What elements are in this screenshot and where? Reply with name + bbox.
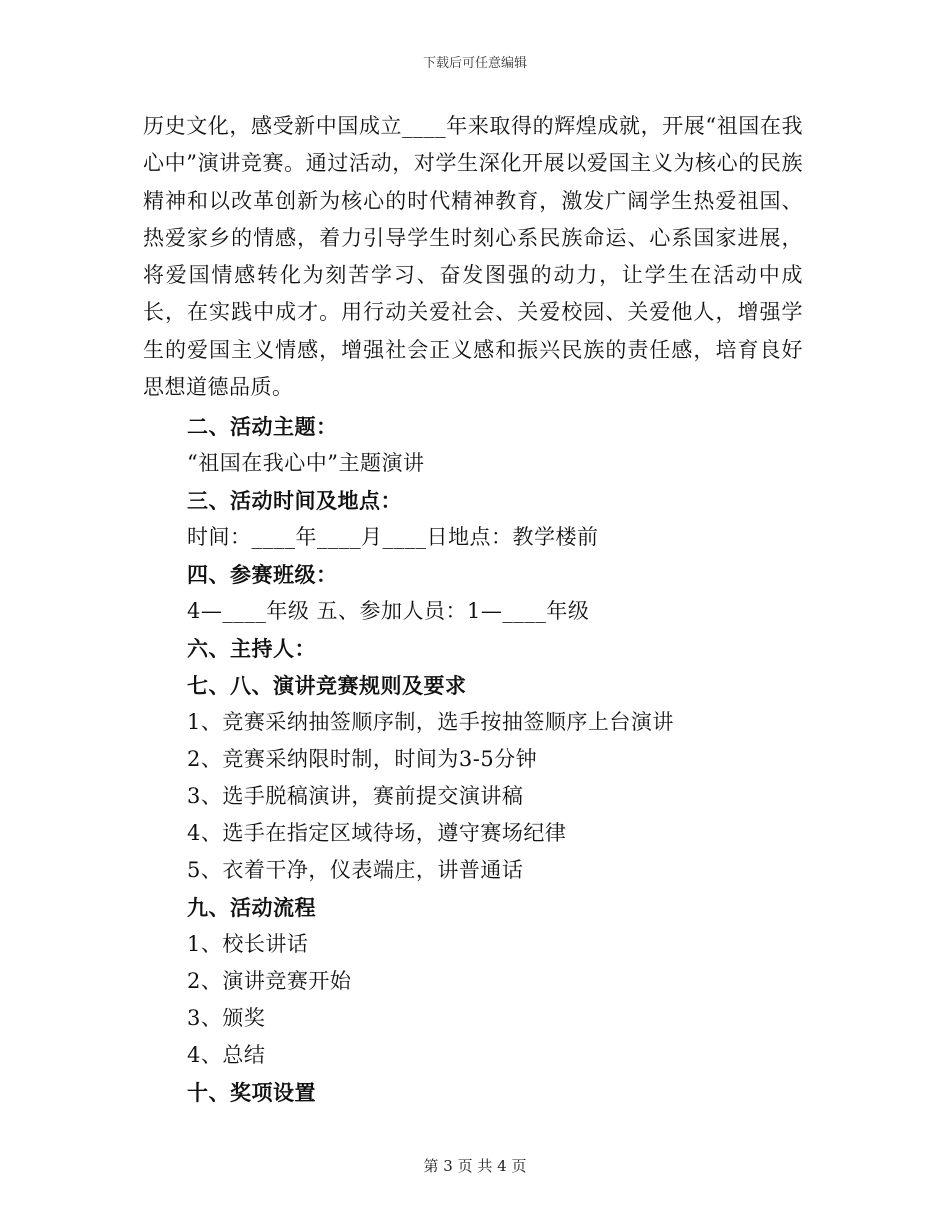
process-item: 1、校长讲话 bbox=[187, 932, 309, 957]
document-body bbox=[143, 108, 803, 1111]
section-classes-heading: 四、参赛班级： bbox=[187, 562, 338, 588]
section-process-heading: 九、活动流程 bbox=[187, 895, 316, 921]
section-theme-heading: 二、活动主题： bbox=[187, 414, 338, 440]
section-awards-heading: 十、奖项设置 bbox=[187, 1080, 316, 1106]
section-host-heading: 六、主持人： bbox=[187, 636, 316, 662]
intro-paragraph: 历史文化，感受新中国成立____年来取得的辉煌成就，开展“祖国在我心中”演讲竞赛。通过活动，对学生深化开展以爱国主义为核心的民族精神和以改革创新为核心的时代精神教育，激发广阔学生热爱祖国、热爱家乡的情感，着力引导学生时刻心系民族命运、心系国家进展，将爱国情感转化为刻苦学习、奋发图强的动力，让学生在活动中成长，在实践中成才。用行动关爱社会、关爱校园、关爱他人，增强学生的爱国主义情感，增强社会正义感和振兴民族的责任感，培育良好思想道德品质。 bbox=[143, 114, 803, 400]
classes-text: 4—____年级 五、参加人员：1—____年级 bbox=[187, 599, 590, 624]
rule-item: 2、竞赛采纳限时制，时间为3-5分钟 bbox=[187, 747, 538, 772]
rule-item: 4、选手在指定区域待场，遵守赛场纪律 bbox=[187, 821, 567, 846]
rule-item: 1、竞赛采纳抽签顺序制，选手按抽签顺序上台演讲 bbox=[187, 710, 674, 735]
section-time-place-heading: 三、活动时间及地点： bbox=[187, 488, 402, 514]
rule-item: 3、选手脱稿演讲，赛前提交演讲稿 bbox=[187, 784, 524, 809]
time-place-text: 时间：____年____月____日地点：教学楼前 bbox=[187, 525, 599, 550]
process-item: 4、总结 bbox=[187, 1043, 266, 1068]
rule-item: 5、衣着干净，仪表端庄，讲普通话 bbox=[187, 858, 524, 883]
page-header: 下载后可任意编辑 bbox=[422, 56, 527, 71]
process-item: 2、演讲竞赛开始 bbox=[187, 969, 352, 994]
process-item: 3、颁奖 bbox=[187, 1006, 266, 1031]
section-rules-heading: 七、八、演讲竞赛规则及要求 bbox=[187, 673, 467, 699]
page-footer: 第 3 页 共 4 页 bbox=[423, 1157, 527, 1175]
theme-text: “祖国在我心中”主题演讲 bbox=[187, 451, 425, 476]
